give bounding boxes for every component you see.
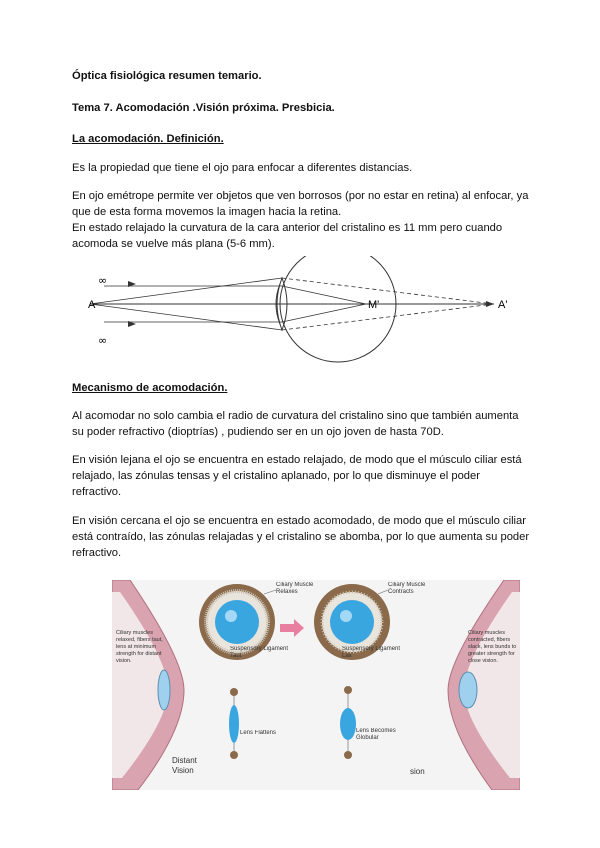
section1-heading: La acomodación. Definición. (72, 133, 224, 145)
ciliary-relaxes-label: Ciliary Muscle Relaxes (276, 582, 314, 595)
lens-attachment (344, 686, 352, 694)
right-eye-caption-box (468, 630, 518, 718)
lens-globular-side (340, 708, 356, 740)
ligament-taut-label: Suspensory Ligament Taut (230, 646, 289, 659)
ciliary-relaxes-box (276, 582, 330, 606)
incident-ray (90, 304, 282, 330)
refracted-ray (282, 286, 366, 304)
lens-flat-side (229, 705, 239, 743)
section2-paragraph: En visión lejana el ojo se encuentra en estado relajado, de modo que el músculo ciliar está relajado, las zónulas tensas y el cristalino aplanado, por lo que disminuye el poder refractivo. (72, 454, 522, 498)
lens-highlight (225, 610, 237, 622)
lens-flattens-box (240, 730, 292, 746)
incident-ray (90, 278, 282, 304)
refracted-ray-dashed (282, 304, 494, 330)
refracted-ray-dashed (282, 278, 494, 304)
accommodation-ray-diagram (84, 256, 524, 368)
ligament-lax-label: Suspensory Ligament Lax (342, 646, 401, 659)
left-eye-caption-box (116, 630, 170, 718)
point-a-prime-label: A' (498, 299, 508, 311)
ciliary-lens-illustration (112, 580, 520, 790)
infinity-symbol-top: ∞ (98, 274, 108, 287)
topic-title: Tema 7. Acomodación .Visión próxima. Presbicia. (72, 102, 335, 114)
distant-vision-label: Distant Vision (172, 756, 197, 775)
near-vision-fragment: sion (410, 767, 425, 776)
lens-globular-box (356, 728, 410, 748)
ray-arrowhead (486, 301, 494, 307)
lens-attachment (230, 688, 238, 696)
section1-paragraph: Es la propiedad que tiene el ojo para enfocar a diferentes distancias. (72, 162, 413, 174)
ligament-taut-box (230, 646, 290, 670)
lens-attachment (344, 751, 352, 759)
left-eye-caption: Ciliary muscles relaxed, fibers taut, lens at minimum strength for distant vision. (116, 630, 163, 664)
point-m-prime-label: M' (368, 299, 380, 311)
section1-paragraph: En estado relajado la curvatura de la cara anterior del cristalino es 11 mm pero cuando acomoda se vuelve más plana (5-6 mm). (72, 222, 503, 250)
lens-flattens-label: Lens Flattens (240, 730, 277, 736)
distant-vision-box (172, 756, 220, 788)
right-eye-caption: Ciliary muscles contracted, fibers slack, lens bunds to greater strength for close vision. (468, 630, 517, 664)
ligament-lax-box (342, 646, 402, 670)
section2-heading: Mecanismo de acomodación. (72, 382, 228, 394)
lens-accommodated (330, 600, 374, 644)
section1-paragraph: En ojo emétrope permite ver objetos que ven borrosos (por no estar en retina) al enfocar, ya que de esta forma movemos la imagen hacia la retina. (72, 190, 529, 218)
lens-globular-label: Lens Becomes Globular (356, 728, 396, 741)
section2-paragraph: En visión cercana el ojo se encuentra en estado acomodado, de modo que el músculo ciliar está contraído, las zónulas relajadas y el cristalino se abomba, por lo que aumenta su poder refractivo. (72, 515, 530, 559)
point-a-label: A (88, 299, 96, 311)
doc-title: Óptica fisiológica resumen temario. (72, 70, 262, 82)
lens-highlight (340, 610, 352, 622)
lens-attachment (230, 751, 238, 759)
section2-paragraph: Al acomodar no solo cambia el radio de curvatura del cristalino sino que también aumenta su poder refractivo (dioptrías) , pudiendo ser en un ojo joven de hasta 70D. (72, 410, 519, 438)
ciliary-contracts-box (388, 582, 444, 606)
lens-relaxed (215, 600, 259, 644)
infinity-symbol-bottom: ∞ (98, 334, 108, 347)
ciliary-contracts-label: Ciliary Muscle Contracts (388, 582, 426, 595)
refracted-ray (282, 304, 366, 322)
